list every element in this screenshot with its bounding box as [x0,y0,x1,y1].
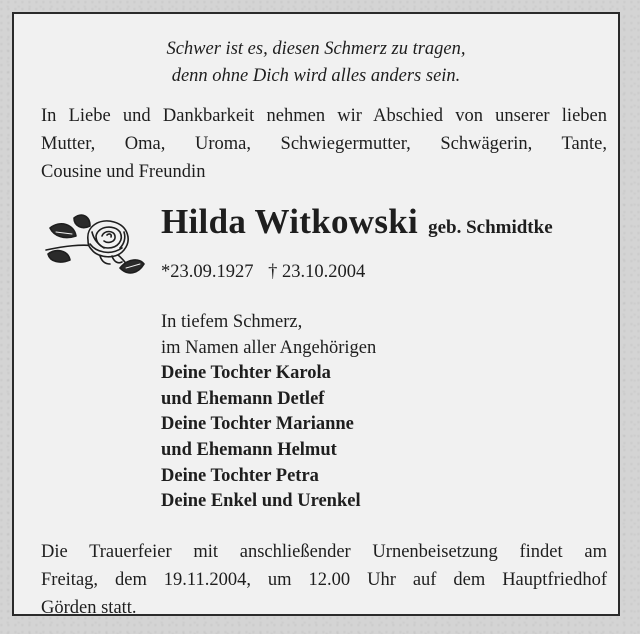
mourner-name: Deine Tochter Karola [161,363,331,384]
maiden-name: geb. Schmidtke [428,217,553,238]
motto-line: denn ohne Dich wird alles anders sein. [171,66,461,86]
funeral-line: Die Trauerfeier mit anschließender Urnenbeisetzung findet am [41,542,607,562]
life-dates [161,262,365,283]
intro-line: Cousine und Freundin [41,162,206,182]
funeral-info [41,538,607,622]
death-date: † 23.10.2004 [268,262,366,282]
mourner-name: Deine Tochter Marianne [161,414,354,435]
intro-text [41,102,607,186]
motto [14,36,618,90]
mourners-intro-line: In tiefem Schmerz, [161,312,303,332]
motto-line: Schwer ist es, diesen Schmerz zu tragen, [166,39,466,59]
mourner-name: und Ehemann Helmut [161,439,337,460]
deceased-name: Hilda Witkowski [161,202,419,241]
funeral-line: Görden statt. [41,598,137,618]
mourners-block [161,310,376,515]
obituary-notice [12,12,620,616]
intro-line: In Liebe und Dankbarkeit nehmen wir Abschied von unserer lieben [41,106,607,126]
mourner-name: Deine Tochter Petra [161,465,319,486]
mourner-name: Deine Enkel und Urenkel [161,491,361,512]
funeral-line: Freitag, dem 19.11.2004, um 12.00 Uhr auf dem Hauptfriedhof [41,570,607,590]
rose-icon [40,210,148,282]
mourner-name: und Ehemann Detlef [161,388,325,409]
birth-date: *23.09.1927 [161,262,254,282]
mourners-intro-line: im Namen aller Angehörigen [161,337,377,358]
intro-line: Mutter, Oma, Uroma, Schwiegermutter, Schwägerin, Tante, [41,134,607,154]
deceased-name-row [161,202,553,242]
